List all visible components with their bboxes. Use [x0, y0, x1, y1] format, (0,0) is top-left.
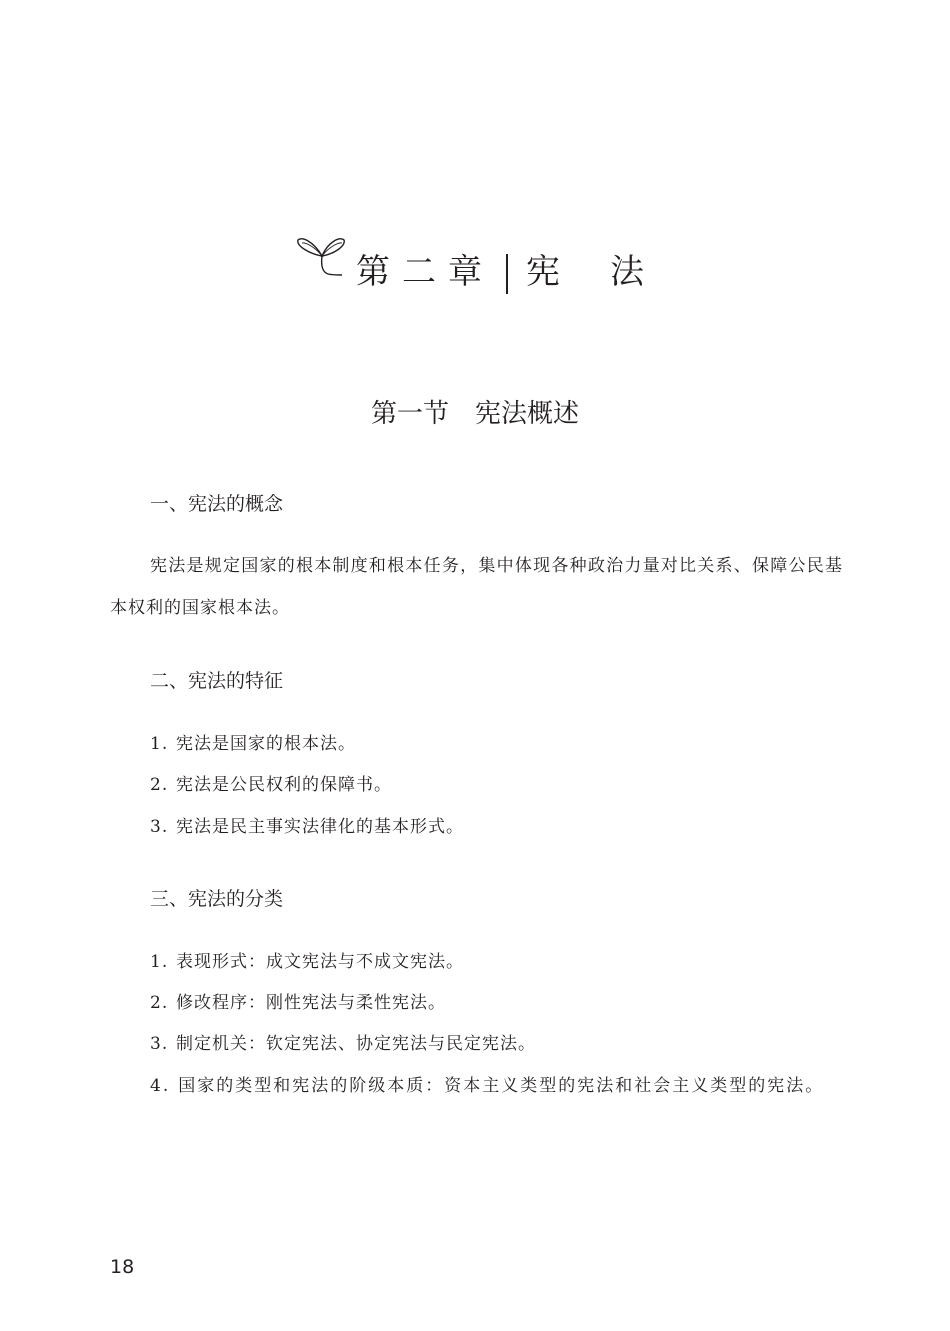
list-item-number: 3.: [150, 1034, 169, 1054]
list-item-number: 1.: [150, 952, 169, 972]
chapter-divider: [506, 254, 508, 294]
list-item: [150, 771, 392, 799]
list-item: [150, 989, 446, 1017]
list-item-number: 3.: [150, 817, 169, 837]
chapter-number: 第二章: [356, 252, 494, 292]
list-item: [150, 730, 356, 758]
list-item-text: 宪法是公民权利的保障书。: [176, 775, 392, 795]
sprout-icon: [294, 230, 350, 280]
chapter-header: [290, 226, 710, 306]
list-item-number: 1.: [150, 734, 169, 754]
list-item-text: 宪法是民主事实法律化的基本形式。: [176, 817, 464, 837]
list-item-number: 4.: [150, 1076, 171, 1096]
list-item-number: 2.: [150, 775, 169, 795]
section-title: 第一节 宪法概述: [370, 399, 579, 429]
list-item-text: 宪法是国家的根本法。: [176, 734, 356, 754]
heading-concept: 一、宪法的概念: [150, 493, 284, 515]
list-item: [150, 1030, 536, 1058]
page-number: 18: [110, 1256, 135, 1278]
list-item-text: 修改程序：刚性宪法与柔性宪法。: [176, 993, 446, 1013]
heading-features: 二、宪法的特征: [150, 670, 284, 692]
chapter-title: 宪法: [526, 252, 694, 292]
list-item: [110, 1065, 843, 1107]
list-item: [150, 948, 464, 976]
list-item-text: 表现形式：成文宪法与不成文宪法。: [176, 952, 464, 972]
list-item-text: 制定机关：钦定宪法、协定宪法与民定宪法。: [176, 1034, 536, 1054]
heading-classification: 三、宪法的分类: [150, 888, 284, 910]
list-item: [150, 813, 464, 841]
paragraph-concept: 宪法是规定国家的根本制度和根本任务，集中体现各种政治力量对比关系、保障公民基本权利的国家根本法。: [110, 556, 843, 618]
list-item-number: 2.: [150, 993, 169, 1013]
list-item-text: 国家的类型和宪法的阶级本质：资本主义类型的宪法和社会主义类型的宪法。: [178, 1076, 825, 1096]
